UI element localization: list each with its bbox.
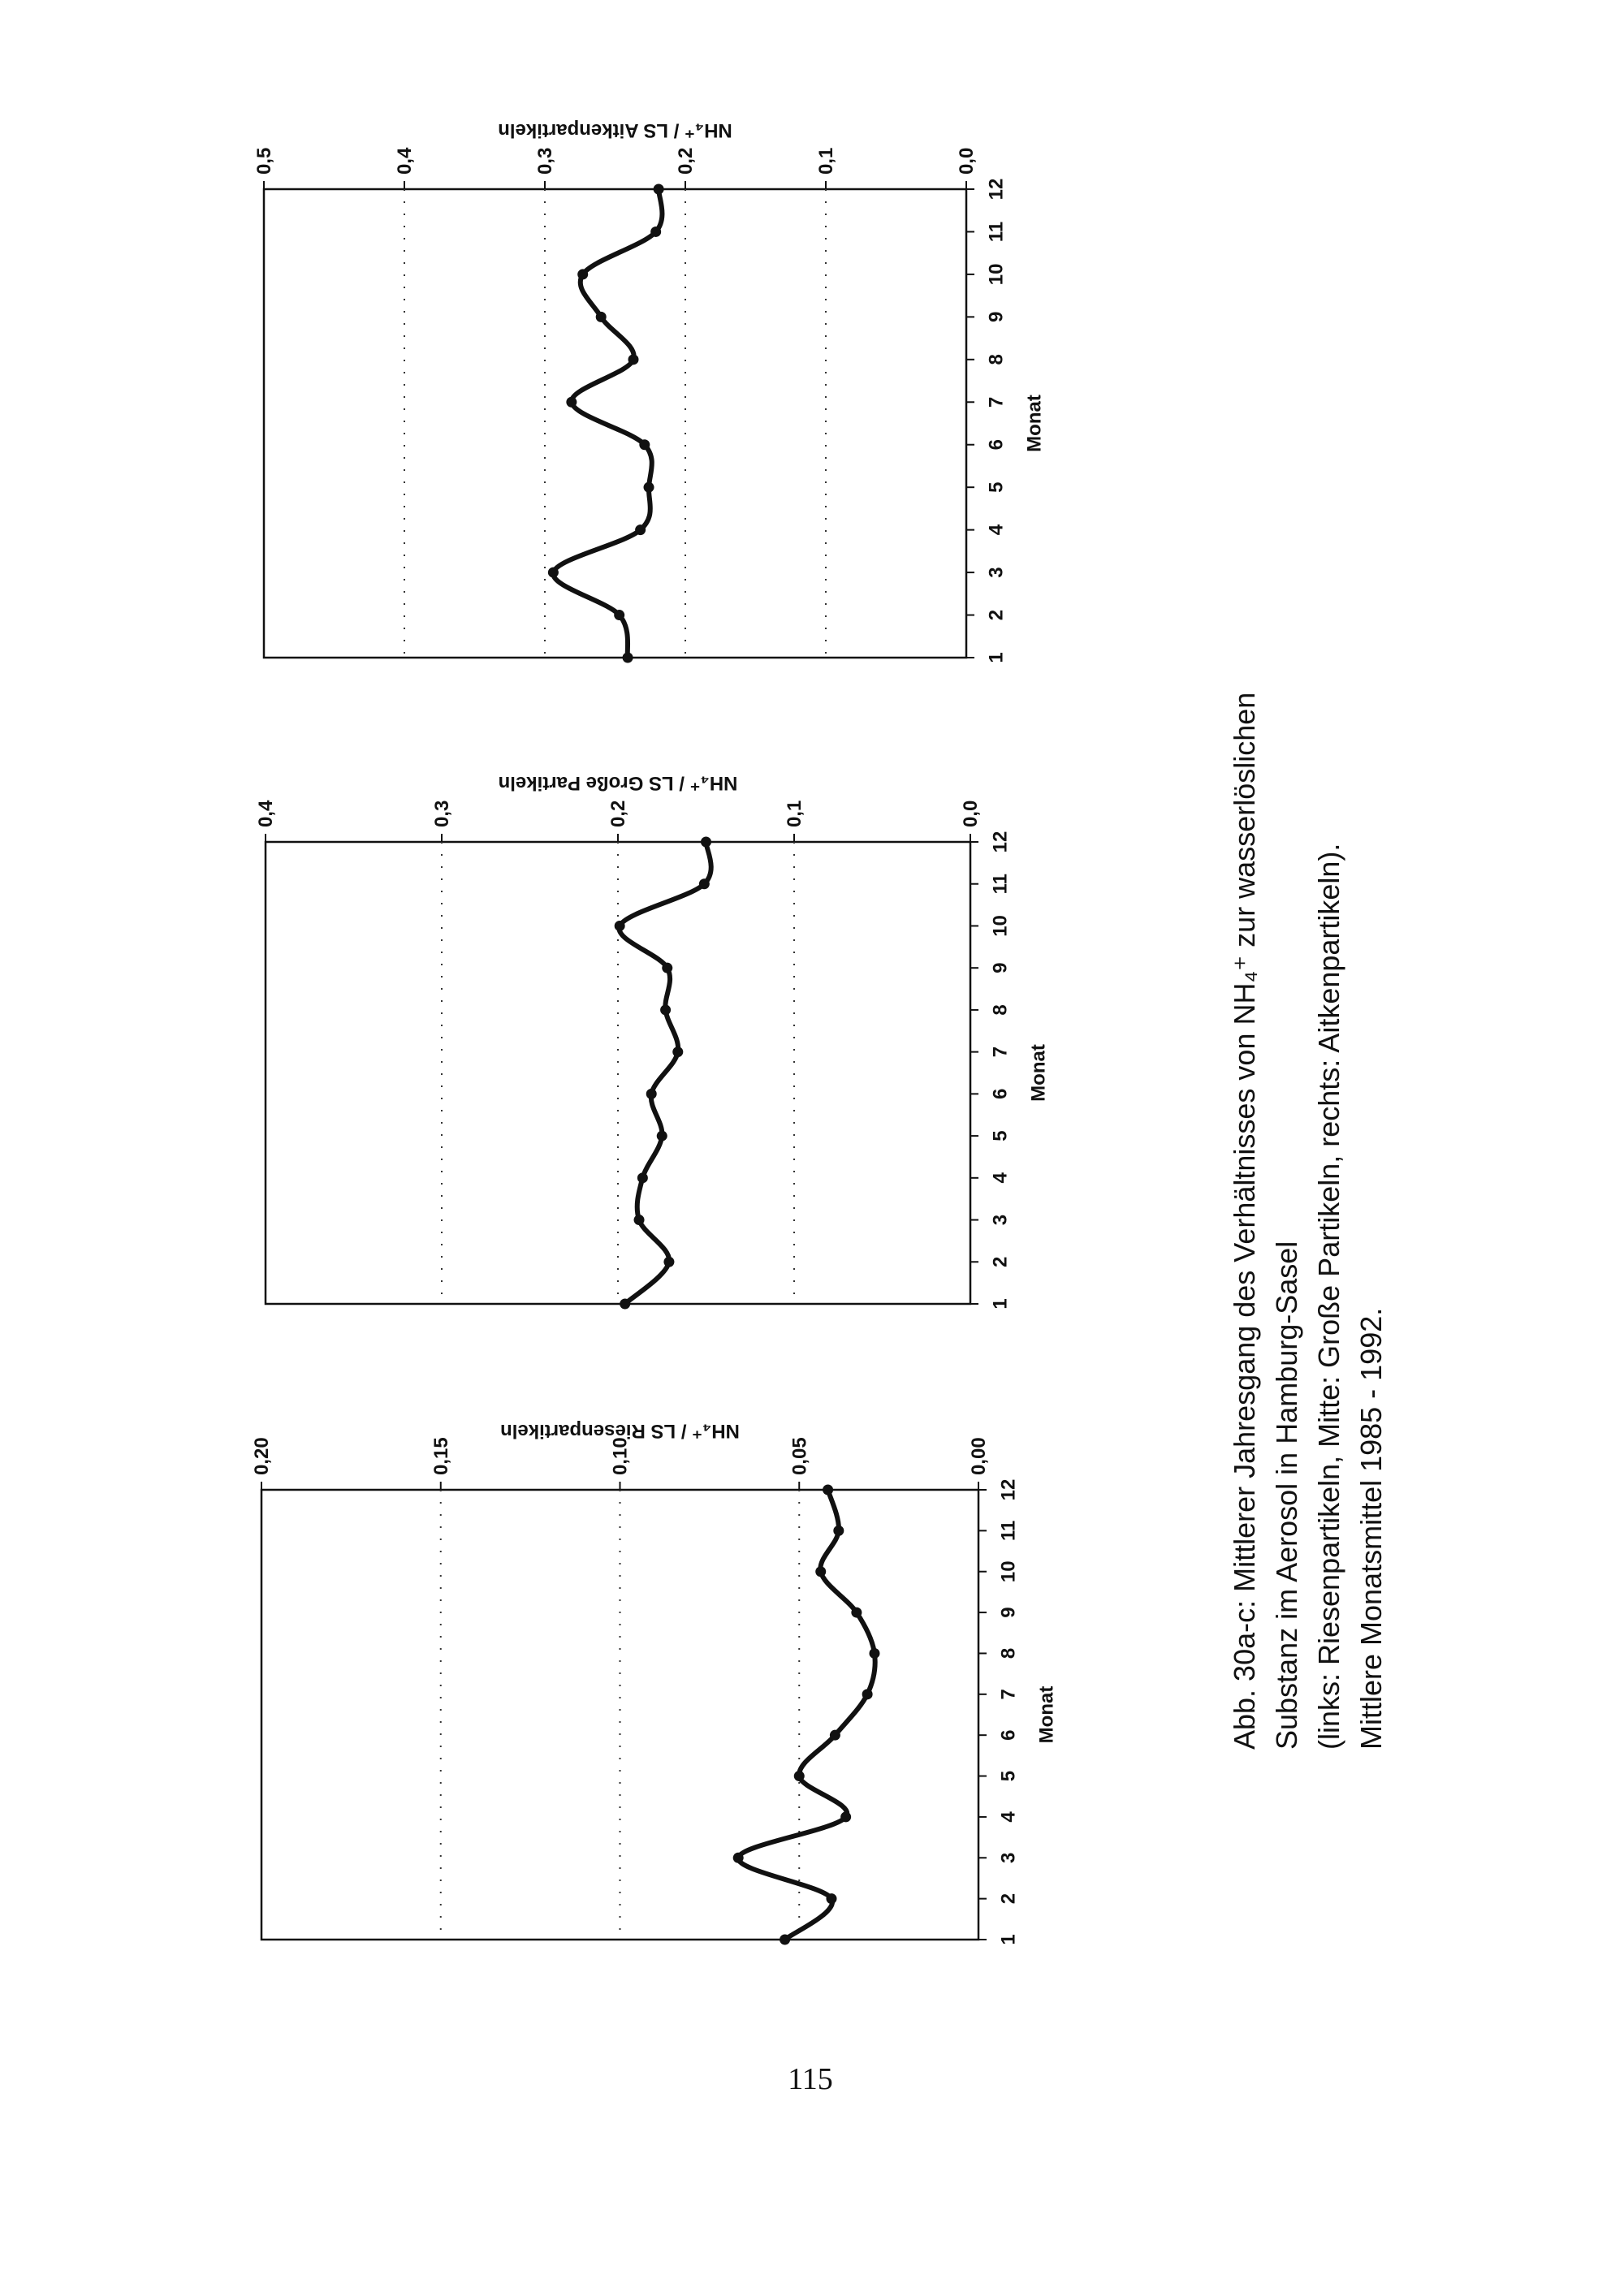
data-point-month-7 — [566, 397, 577, 408]
value-tick-label: 0,0 — [956, 147, 978, 175]
plot-frame — [266, 842, 970, 1304]
data-point-month-9 — [662, 963, 672, 973]
chart-riesenpartikeln — [251, 1420, 1057, 1945]
plot-frame — [261, 1490, 978, 1940]
chart-grosse-partikeln — [255, 772, 1049, 1310]
month-tick-label: 5 — [989, 1130, 1012, 1142]
data-point-month-8 — [869, 1648, 879, 1659]
month-tick-label: 12 — [985, 178, 1008, 201]
data-point-month-1 — [623, 653, 633, 663]
month-tick-label: 1 — [997, 1934, 1020, 1945]
data-point-month-9 — [596, 312, 607, 322]
data-point-month-7 — [862, 1689, 873, 1699]
month-tick-label: 10 — [997, 1560, 1020, 1583]
month-tick-label: 7 — [989, 1046, 1012, 1058]
month-tick-label: 4 — [997, 1811, 1020, 1823]
data-point-month-5 — [657, 1131, 667, 1142]
y-axis-title: NH₄⁺ / LS Riesenpartikeln — [500, 1420, 740, 1442]
x-axis-title: Monat — [1035, 1685, 1058, 1744]
month-tick-label: 5 — [997, 1770, 1020, 1782]
value-tick-label: 0,3 — [431, 800, 453, 827]
data-point-month-3 — [548, 568, 559, 578]
data-point-month-5 — [794, 1771, 805, 1781]
month-tick-label: 8 — [985, 354, 1008, 365]
data-point-month-9 — [851, 1608, 862, 1618]
data-point-month-10 — [815, 1566, 826, 1577]
caption-line-2: Substanz im Aerosol in Hamburg-Sasel — [1270, 1241, 1303, 1750]
data-point-month-5 — [644, 482, 654, 493]
value-tick-label: 0,4 — [394, 147, 416, 175]
figure-caption — [1228, 693, 1388, 1750]
month-tick-label: 4 — [985, 524, 1008, 536]
data-point-month-12 — [701, 837, 711, 848]
month-tick-label: 4 — [989, 1172, 1012, 1184]
page-number: 115 — [788, 2062, 833, 2096]
value-tick-label: 0,1 — [784, 800, 806, 827]
month-tick-label: 5 — [985, 481, 1008, 493]
data-point-month-8 — [628, 354, 638, 365]
data-point-month-1 — [620, 1299, 630, 1310]
month-tick-label: 3 — [985, 567, 1008, 578]
month-tick-label: 11 — [997, 1520, 1020, 1542]
value-tick-label: 0,2 — [675, 147, 697, 175]
month-tick-label: 3 — [997, 1852, 1020, 1863]
data-point-month-8 — [660, 1004, 671, 1015]
month-tick-label: 8 — [997, 1647, 1020, 1659]
y-axis-title: NH₄⁺ / LS Große Partikeln — [498, 772, 738, 794]
data-point-month-6 — [830, 1730, 840, 1741]
month-tick-label: 11 — [985, 221, 1008, 243]
data-point-month-4 — [635, 524, 646, 535]
data-point-month-6 — [646, 1089, 657, 1099]
value-tick-label: 0,05 — [788, 1437, 811, 1475]
month-tick-label: 2 — [997, 1892, 1020, 1905]
month-tick-label: 9 — [985, 311, 1008, 323]
data-point-month-12 — [654, 184, 664, 195]
series-line — [553, 189, 662, 658]
month-tick-label: 1 — [985, 652, 1008, 663]
month-tick-label: 2 — [985, 609, 1008, 621]
x-axis-title: Monat — [1023, 395, 1046, 452]
series-line — [738, 1490, 875, 1940]
month-tick-label: 9 — [997, 1607, 1020, 1618]
month-tick-label: 10 — [985, 263, 1008, 286]
value-tick-label: 0,20 — [251, 1437, 273, 1475]
value-tick-label: 0,0 — [960, 800, 982, 827]
value-tick-label: 0,1 — [815, 147, 837, 175]
data-point-month-1 — [780, 1935, 790, 1945]
x-axis-title: Monat — [1027, 1044, 1050, 1102]
value-tick-label: 0,4 — [255, 800, 277, 827]
caption-line-1: Abb. 30a-c: Mittlerer Jahresgang des Verhältnisses von NH₄⁺ zur wasserlöslichen — [1228, 692, 1261, 1750]
data-point-month-11 — [833, 1526, 844, 1536]
series-line — [619, 842, 710, 1304]
month-tick-label: 6 — [989, 1088, 1012, 1100]
month-tick-label: 9 — [989, 962, 1012, 973]
month-tick-label: 3 — [989, 1214, 1012, 1226]
value-tick-label: 0,00 — [968, 1437, 990, 1475]
data-point-month-4 — [840, 1811, 851, 1822]
value-tick-label: 0,15 — [430, 1437, 452, 1475]
data-point-month-3 — [733, 1853, 744, 1863]
data-point-month-2 — [826, 1893, 836, 1904]
month-tick-label: 10 — [989, 915, 1012, 937]
value-tick-label: 0,10 — [609, 1437, 632, 1475]
month-tick-label: 11 — [989, 874, 1012, 895]
y-axis-title: NH₄⁺ / LS Aitkenpartikeln — [498, 119, 732, 141]
month-tick-label: 6 — [997, 1729, 1020, 1741]
month-tick-label: 2 — [989, 1256, 1012, 1267]
month-tick-label: 12 — [997, 1478, 1020, 1501]
data-point-month-6 — [639, 439, 650, 450]
plot-frame — [264, 189, 966, 658]
data-point-month-11 — [650, 227, 661, 237]
month-tick-label: 8 — [989, 1004, 1012, 1016]
caption-line-3: (links: Riesenpartikeln, Mitte: Große Partikeln, rechts: Aitkenpartikeln). — [1312, 843, 1345, 1750]
data-point-month-7 — [672, 1047, 683, 1057]
data-point-month-12 — [823, 1485, 833, 1495]
month-tick-label: 12 — [989, 831, 1012, 853]
caption-line-4: Mittlere Monatsmittel 1985 - 1992. — [1354, 1307, 1388, 1750]
data-point-month-11 — [699, 878, 710, 889]
data-point-month-4 — [637, 1172, 648, 1183]
data-point-month-2 — [663, 1257, 674, 1267]
value-tick-label: 0,3 — [534, 147, 556, 175]
data-point-month-10 — [577, 269, 588, 279]
month-tick-label: 7 — [997, 1689, 1020, 1700]
data-point-month-2 — [614, 610, 624, 620]
data-point-month-3 — [634, 1215, 645, 1225]
data-point-month-10 — [615, 921, 625, 931]
month-tick-label: 7 — [985, 396, 1008, 408]
month-tick-label: 6 — [985, 439, 1008, 451]
value-tick-label: 0,2 — [607, 800, 629, 827]
value-tick-label: 0,5 — [253, 147, 275, 175]
month-tick-label: 1 — [989, 1298, 1012, 1310]
chart-aitkenpartikeln — [253, 119, 1045, 663]
